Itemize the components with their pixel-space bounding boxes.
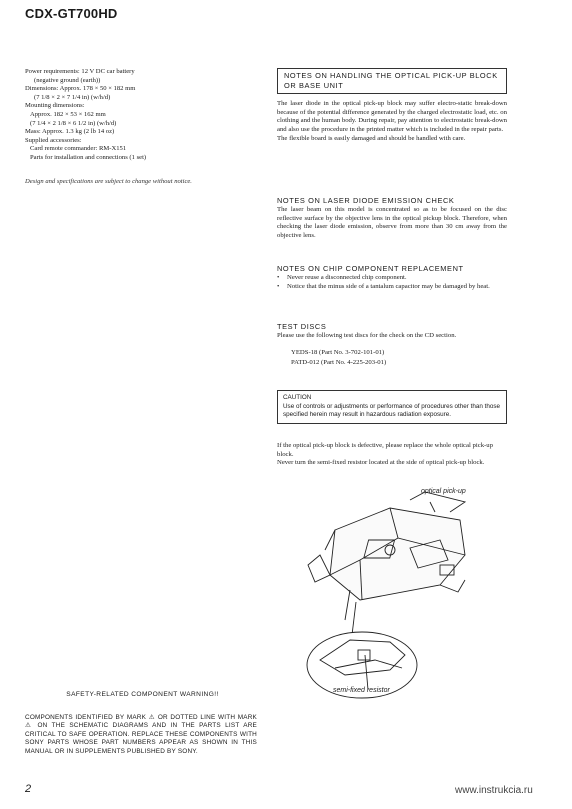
optical-pickup-label: optical pick-up <box>421 488 466 495</box>
test-discs-intro: Please use the following test discs for the check on the CD section. <box>277 332 457 339</box>
laser-heading: NOTES ON LASER DIODE EMISSION CHECK <box>277 196 455 205</box>
semi-fixed-resistor-label: semi-fixed resistor <box>333 687 390 694</box>
spec-line: (7 1/8 × 2 × 7 1/4 in) (w/h/d) <box>34 93 111 101</box>
test-discs-section <box>277 322 507 368</box>
optical-paragraph: The flexible board is easily damaged and should be handled with care. <box>277 134 466 142</box>
spec-line: Mass: Approx. 1.3 kg (2 lb 14 oz) <box>25 128 115 136</box>
defective-paragraph: Never turn the semi-fixed resistor located at the side of optical pick-up block. <box>277 459 485 467</box>
page-number: 2 <box>25 783 32 795</box>
test-disc-item: YEDS-18 (Part No. 3-702-101-01) <box>291 348 385 356</box>
caution-text: Use of controls or adjustments or performance of procedures other than those specified herein may result in hazardous radiation exposure. <box>283 402 501 419</box>
spec-line: Card remote commander: RM-X151 <box>30 145 127 153</box>
optical-section <box>277 68 507 144</box>
optical-paragraph: The laser diode in the optical pick-up block may suffer electro-static break-down because of the potential difference generated by the charged electrostatic load, etc. on clothing and the human body. During repair, pay attention to electrostatic break-down and also use the procedure in the printed matter which is included in the repair parts. <box>277 100 507 134</box>
chip-bullet-text: Never reuse a disconnected chip component. <box>287 274 407 281</box>
laser-section <box>277 196 507 241</box>
watermark: www.instrukcia.ru <box>455 785 533 796</box>
specifications-note: Design and specifications are subject to change without notice. <box>25 178 192 185</box>
spec-line: Dimensions: Approx. 178 × 50 × 182 mm <box>25 85 136 93</box>
safety-warning-text: COMPONENTS IDENTIFIED BY MARK ⚠ OR DOTTED LINE WITH MARK ⚠ ON THE SCHEMATIC DIAGRAMS AND IN THE PARTS LIST ARE CRITICAL TO SAFE OPERATION. REPLACE THESE COMPONENTS WITH SONY PARTS WHOSE PART NUMBERS APPEAR AS SHOWN IN THIS MANUAL OR IN SUPPLEMENTS PUBLISHED BY SONY. <box>25 714 257 755</box>
safety-warning-title: SAFETY-RELATED COMPONENT WARNING!! <box>66 691 219 698</box>
test-disc-item: PATD-012 (Part No. 4-225-203-01) <box>291 359 387 367</box>
pickup-diagram <box>290 490 535 700</box>
chip-heading: NOTES ON CHIP COMPONENT REPLACEMENT <box>277 264 464 273</box>
laser-paragraph: The laser beam on this model is concentrated so as to be focused on the disc reflective surface by the objective lens in the optical pickup block. Therefore, when checking the laser diode emission, observe from more than 30 cm away from the objective lens. <box>277 206 507 240</box>
chip-bullet-text: Notice that the minus side of a tantalum capacitor may be damaged by heat. <box>287 282 490 290</box>
test-discs-heading: TEST DISCS <box>277 322 327 331</box>
defective-section <box>277 442 507 468</box>
chip-section <box>277 264 507 291</box>
specifications-list <box>25 68 240 163</box>
model-title: CDX-GT700HD <box>25 6 118 21</box>
caution-title: CAUTION <box>283 394 312 401</box>
spec-line: Parts for installation and connections (1 set) <box>30 153 147 161</box>
spec-line: Supplied accessories: <box>25 136 82 144</box>
spec-line: (7 1/4 × 2 1/8 × 6 1/2 in) (w/h/d) <box>30 119 117 127</box>
chip-bullet: • Notice that the minus side of a tantalum capacitor may be damaged by heat. <box>277 282 490 290</box>
spec-line: Power requirements: 12 V DC car battery <box>25 68 135 75</box>
spec-line: Mounting dimensions: <box>25 102 85 110</box>
spec-line: (negative ground (earth)) <box>34 76 101 84</box>
caution-box <box>277 390 507 424</box>
chip-bullet: • Never reuse a disconnected chip component. <box>277 274 407 281</box>
optical-heading: NOTES ON HANDLING THE OPTICAL PICK-UP BLOCK OR BASE UNIT <box>277 68 507 94</box>
defective-paragraph: If the optical pick-up block is defective, please replace the whole optical pick-up block. <box>277 442 493 458</box>
spec-line: Approx. 182 × 53 × 162 mm <box>30 110 106 118</box>
